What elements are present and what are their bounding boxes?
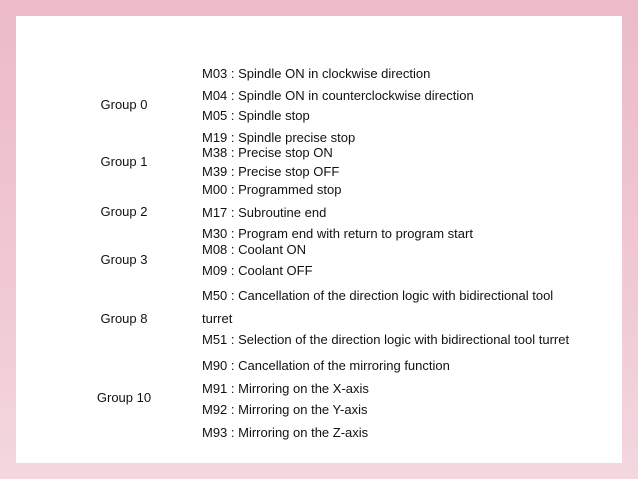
code-line: M38 : Precise stop ON bbox=[202, 145, 333, 160]
code-line: M08 : Coolant ON bbox=[202, 242, 307, 257]
group-label-8: Group 8 bbox=[100, 311, 148, 326]
group-label-0: Group 0 bbox=[100, 97, 148, 112]
code-line: M00 : Programmed stop bbox=[202, 182, 342, 197]
code-line: M09 : Coolant OFF bbox=[202, 263, 313, 278]
code-line: M04 : Spindle ON in counterclockwise direction bbox=[202, 88, 474, 103]
code-line: M39 : Precise stop OFF bbox=[202, 164, 340, 179]
code-line: M19 : Spindle precise stop bbox=[202, 130, 356, 145]
code-line: M03 : Spindle ON in clockwise direction bbox=[202, 66, 431, 81]
code-line: M05 : Spindle stop bbox=[202, 108, 310, 123]
group-label-10: Group 10 bbox=[96, 390, 152, 405]
group-label-1: Group 1 bbox=[100, 154, 148, 169]
code-line: M51 : Selection of the direction logic with bidirectional tool turret bbox=[202, 332, 570, 347]
code-line: M92 : Mirroring on the Y-axis bbox=[202, 402, 368, 417]
group-label-2: Group 2 bbox=[100, 204, 148, 219]
group-label-3: Group 3 bbox=[100, 252, 148, 267]
code-line: M90 : Cancellation of the mirroring function bbox=[202, 358, 450, 373]
code-line: M30 : Program end with return to program start bbox=[202, 226, 473, 241]
code-line: M50 : Cancellation of the direction logic with bidirectional tool bbox=[202, 288, 554, 303]
code-line: turret bbox=[202, 311, 233, 326]
code-line: M93 : Mirroring on the Z-axis bbox=[202, 425, 369, 440]
slide bbox=[16, 16, 622, 463]
code-line: M91 : Mirroring on the X-axis bbox=[202, 381, 369, 396]
code-line: M17 : Subroutine end bbox=[202, 205, 327, 220]
